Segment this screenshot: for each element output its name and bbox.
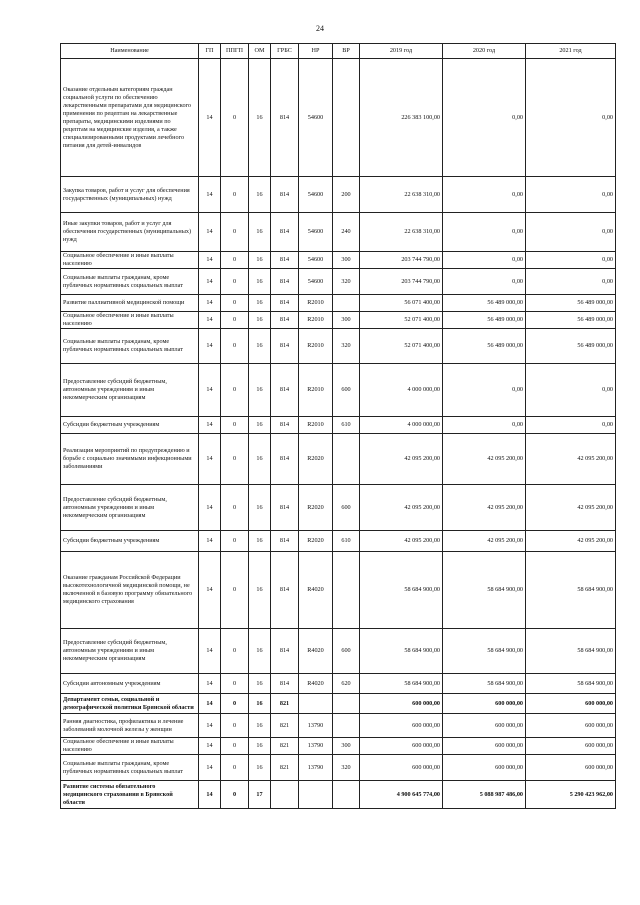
row-om: 16 xyxy=(249,552,271,629)
row-om: 16 xyxy=(249,755,271,781)
row-vr: 620 xyxy=(333,674,360,694)
row-ppgp: 0 xyxy=(221,329,249,364)
row-nr xyxy=(299,781,333,809)
row-ppgp: 0 xyxy=(221,531,249,552)
row-ppgp: 0 xyxy=(221,312,249,329)
row-om: 16 xyxy=(249,177,271,213)
row-grbs: 814 xyxy=(271,552,299,629)
row-name: Субсидии бюджетным учреждениям xyxy=(61,531,199,552)
row-name: Социальные выплаты гражданам, кроме публичных нормативных социальных выплат xyxy=(61,329,199,364)
row-vr: 200 xyxy=(333,177,360,213)
row-2021: 0,00 xyxy=(526,59,616,177)
row-2020: 0,00 xyxy=(443,364,526,417)
row-2019: 4 900 645 774,00 xyxy=(360,781,443,809)
row-nr: R2010 xyxy=(299,417,333,434)
row-vr xyxy=(333,552,360,629)
row-ppgp: 0 xyxy=(221,59,249,177)
row-2021: 600 000,00 xyxy=(526,755,616,781)
row-2019: 226 383 100,00 xyxy=(360,59,443,177)
row-name: Социальные выплаты гражданам, кроме публичных нормативных социальных выплат xyxy=(61,755,199,781)
row-2019: 52 071 400,00 xyxy=(360,329,443,364)
row-vr: 240 xyxy=(333,213,360,252)
row-name: Ранняя диагностика, профилактика и лечение заболеваний молочной железы у женщин xyxy=(61,714,199,738)
row-2019: 58 684 900,00 xyxy=(360,674,443,694)
table-row xyxy=(61,364,616,417)
column-header: ППГП xyxy=(221,44,249,59)
row-2019: 22 638 310,00 xyxy=(360,213,443,252)
row-2019: 600 000,00 xyxy=(360,714,443,738)
row-gp: 14 xyxy=(199,531,221,552)
row-vr: 320 xyxy=(333,755,360,781)
row-2019: 22 638 310,00 xyxy=(360,177,443,213)
row-grbs: 814 xyxy=(271,252,299,269)
column-header: Наименование xyxy=(61,44,199,59)
row-gp: 14 xyxy=(199,59,221,177)
column-header: 2020 год xyxy=(443,44,526,59)
table-row xyxy=(61,552,616,629)
row-2019: 42 095 200,00 xyxy=(360,485,443,531)
row-gp: 14 xyxy=(199,177,221,213)
row-om: 16 xyxy=(249,329,271,364)
row-2021: 600 000,00 xyxy=(526,694,616,714)
row-2021: 58 684 900,00 xyxy=(526,629,616,674)
column-header: 2021 год xyxy=(526,44,616,59)
column-header: ГРБС xyxy=(271,44,299,59)
row-om: 16 xyxy=(249,59,271,177)
row-ppgp: 0 xyxy=(221,674,249,694)
column-header: ОМ xyxy=(249,44,271,59)
row-om: 16 xyxy=(249,485,271,531)
table-row xyxy=(61,629,616,674)
row-grbs: 814 xyxy=(271,485,299,531)
row-grbs: 814 xyxy=(271,269,299,295)
row-name: Развитие системы обязательного медицинского страхования в Брянской области xyxy=(61,781,199,809)
row-2020: 56 489 000,00 xyxy=(443,295,526,312)
row-nr: R4020 xyxy=(299,552,333,629)
row-2021: 56 489 000,00 xyxy=(526,295,616,312)
row-name: Оказание гражданам Российской Федерации высокотехнологичной медицинской помощи, не включенной в базовую программу обязательного медицинского страхования xyxy=(61,552,199,629)
row-ppgp: 0 xyxy=(221,694,249,714)
row-2020: 56 489 000,00 xyxy=(443,312,526,329)
row-2020: 58 684 900,00 xyxy=(443,674,526,694)
row-nr: 13790 xyxy=(299,738,333,755)
row-vr xyxy=(333,694,360,714)
row-vr xyxy=(333,434,360,485)
row-name: Социальное обеспечение и иные выплаты населению xyxy=(61,252,199,269)
row-ppgp: 0 xyxy=(221,213,249,252)
row-om: 16 xyxy=(249,629,271,674)
row-nr: 13790 xyxy=(299,714,333,738)
row-name: Предоставление субсидий бюджетным, автономным учреждениям и иным некоммерческим организациям xyxy=(61,485,199,531)
row-gp: 14 xyxy=(199,434,221,485)
table-row xyxy=(61,738,616,755)
row-gp: 14 xyxy=(199,417,221,434)
row-2021: 0,00 xyxy=(526,177,616,213)
row-ppgp: 0 xyxy=(221,252,249,269)
row-vr xyxy=(333,295,360,312)
table-row xyxy=(61,295,616,312)
row-nr: 54600 xyxy=(299,213,333,252)
row-ppgp: 0 xyxy=(221,552,249,629)
row-vr xyxy=(333,781,360,809)
row-gp: 14 xyxy=(199,329,221,364)
row-nr: R2010 xyxy=(299,295,333,312)
row-gp: 14 xyxy=(199,252,221,269)
row-nr: R4020 xyxy=(299,629,333,674)
row-2020: 0,00 xyxy=(443,269,526,295)
row-2020: 0,00 xyxy=(443,177,526,213)
row-om: 16 xyxy=(249,213,271,252)
row-gp: 14 xyxy=(199,738,221,755)
row-grbs: 814 xyxy=(271,295,299,312)
row-2021: 0,00 xyxy=(526,417,616,434)
row-ppgp: 0 xyxy=(221,485,249,531)
row-vr: 600 xyxy=(333,629,360,674)
row-om: 16 xyxy=(249,312,271,329)
table-row xyxy=(61,269,616,295)
row-ppgp: 0 xyxy=(221,295,249,312)
row-om: 16 xyxy=(249,269,271,295)
row-vr: 320 xyxy=(333,329,360,364)
row-grbs: 821 xyxy=(271,694,299,714)
row-grbs: 814 xyxy=(271,531,299,552)
table-row xyxy=(61,177,616,213)
row-gp: 14 xyxy=(199,629,221,674)
row-2019: 600 000,00 xyxy=(360,694,443,714)
row-2019: 42 095 200,00 xyxy=(360,434,443,485)
row-2019: 203 744 790,00 xyxy=(360,252,443,269)
row-gp: 14 xyxy=(199,714,221,738)
table-row xyxy=(61,434,616,485)
row-grbs: 814 xyxy=(271,59,299,177)
row-2019: 52 071 400,00 xyxy=(360,312,443,329)
row-name: Департамент семьи, социальной и демографической политики Брянской области xyxy=(61,694,199,714)
row-2019: 56 071 400,00 xyxy=(360,295,443,312)
column-header: 2019 год xyxy=(360,44,443,59)
row-2019: 4 000 000,00 xyxy=(360,417,443,434)
row-nr: 54600 xyxy=(299,177,333,213)
row-vr: 600 xyxy=(333,364,360,417)
row-nr: R2010 xyxy=(299,329,333,364)
row-2019: 58 684 900,00 xyxy=(360,629,443,674)
row-nr xyxy=(299,694,333,714)
row-name: Субсидии автономным учреждениям xyxy=(61,674,199,694)
row-2021: 56 489 000,00 xyxy=(526,329,616,364)
row-om: 17 xyxy=(249,781,271,809)
row-ppgp: 0 xyxy=(221,434,249,485)
row-om: 16 xyxy=(249,417,271,434)
row-gp: 14 xyxy=(199,295,221,312)
row-nr: 54600 xyxy=(299,59,333,177)
row-2020: 5 088 987 486,00 xyxy=(443,781,526,809)
table-header xyxy=(61,44,616,59)
row-gp: 14 xyxy=(199,485,221,531)
row-om: 16 xyxy=(249,252,271,269)
table-row xyxy=(61,59,616,177)
row-name: Закупка товаров, работ и услуг для обеспечения государственных (муниципальных) нужд xyxy=(61,177,199,213)
row-vr: 320 xyxy=(333,269,360,295)
table-row xyxy=(61,417,616,434)
column-header: ВР xyxy=(333,44,360,59)
row-2021: 5 290 423 962,00 xyxy=(526,781,616,809)
row-2020: 600 000,00 xyxy=(443,755,526,781)
table-row xyxy=(61,694,616,714)
row-ppgp: 0 xyxy=(221,755,249,781)
row-vr: 600 xyxy=(333,485,360,531)
row-grbs: 814 xyxy=(271,329,299,364)
table-row xyxy=(61,213,616,252)
row-name: Иные закупки товаров, работ и услуг для обеспечения государственных (муниципальных) нужд xyxy=(61,213,199,252)
row-2019: 600 000,00 xyxy=(360,755,443,781)
row-ppgp: 0 xyxy=(221,629,249,674)
row-name: Предоставление субсидий бюджетным, автономным учреждениям и иным некоммерческим организациям xyxy=(61,629,199,674)
row-grbs: 821 xyxy=(271,738,299,755)
row-2019: 42 095 200,00 xyxy=(360,531,443,552)
table-row xyxy=(61,252,616,269)
row-2020: 0,00 xyxy=(443,213,526,252)
row-om: 16 xyxy=(249,364,271,417)
row-gp: 14 xyxy=(199,755,221,781)
row-grbs: 814 xyxy=(271,629,299,674)
table-row xyxy=(61,781,616,809)
row-ppgp: 0 xyxy=(221,738,249,755)
row-2019: 600 000,00 xyxy=(360,738,443,755)
row-nr: 13790 xyxy=(299,755,333,781)
row-vr: 610 xyxy=(333,417,360,434)
row-om: 16 xyxy=(249,714,271,738)
row-2021: 58 684 900,00 xyxy=(526,674,616,694)
row-2020: 600 000,00 xyxy=(443,714,526,738)
row-nr: 54600 xyxy=(299,269,333,295)
row-vr xyxy=(333,59,360,177)
row-grbs: 821 xyxy=(271,714,299,738)
row-2021: 0,00 xyxy=(526,252,616,269)
row-vr: 300 xyxy=(333,312,360,329)
row-nr: R4020 xyxy=(299,674,333,694)
table-row xyxy=(61,531,616,552)
row-2020: 58 684 900,00 xyxy=(443,552,526,629)
row-gp: 14 xyxy=(199,674,221,694)
row-2020: 42 095 200,00 xyxy=(443,434,526,485)
row-2021: 0,00 xyxy=(526,213,616,252)
row-gp: 14 xyxy=(199,269,221,295)
row-2019: 4 000 000,00 xyxy=(360,364,443,417)
row-2019: 203 744 790,00 xyxy=(360,269,443,295)
row-2020: 42 095 200,00 xyxy=(443,531,526,552)
row-name: Предоставление субсидий бюджетным, автономным учреждениям и иным некоммерческим организациям xyxy=(61,364,199,417)
row-nr: R2020 xyxy=(299,434,333,485)
table-row xyxy=(61,329,616,364)
row-ppgp: 0 xyxy=(221,364,249,417)
row-grbs: 814 xyxy=(271,674,299,694)
row-om: 16 xyxy=(249,531,271,552)
row-ppgp: 0 xyxy=(221,714,249,738)
table-row xyxy=(61,674,616,694)
row-nr: R2020 xyxy=(299,485,333,531)
row-nr: 54600 xyxy=(299,252,333,269)
row-ppgp: 0 xyxy=(221,417,249,434)
row-ppgp: 0 xyxy=(221,269,249,295)
row-2021: 0,00 xyxy=(526,269,616,295)
column-header: ГП xyxy=(199,44,221,59)
row-vr: 300 xyxy=(333,738,360,755)
row-vr: 300 xyxy=(333,252,360,269)
row-grbs xyxy=(271,781,299,809)
row-2021: 58 684 900,00 xyxy=(526,552,616,629)
row-om: 16 xyxy=(249,295,271,312)
row-name: Социальное обеспечение и иные выплаты населению xyxy=(61,312,199,329)
row-gp: 14 xyxy=(199,781,221,809)
row-2021: 600 000,00 xyxy=(526,714,616,738)
row-2020: 0,00 xyxy=(443,252,526,269)
row-2020: 42 095 200,00 xyxy=(443,485,526,531)
row-name: Субсидии бюджетным учреждениям xyxy=(61,417,199,434)
page-number: 24 xyxy=(316,24,324,33)
row-grbs: 814 xyxy=(271,213,299,252)
row-gp: 14 xyxy=(199,312,221,329)
row-grbs: 814 xyxy=(271,417,299,434)
row-2021: 56 489 000,00 xyxy=(526,312,616,329)
row-ppgp: 0 xyxy=(221,781,249,809)
row-2021: 42 095 200,00 xyxy=(526,531,616,552)
row-name: Социальные выплаты гражданам, кроме публичных нормативных социальных выплат xyxy=(61,269,199,295)
row-2021: 42 095 200,00 xyxy=(526,485,616,531)
row-grbs: 814 xyxy=(271,177,299,213)
row-gp: 14 xyxy=(199,213,221,252)
row-gp: 14 xyxy=(199,552,221,629)
row-2020: 600 000,00 xyxy=(443,738,526,755)
row-2020: 56 489 000,00 xyxy=(443,329,526,364)
row-name: Социальное обеспечение и иные выплаты населению xyxy=(61,738,199,755)
budget-table xyxy=(60,43,616,809)
table-row xyxy=(61,485,616,531)
row-nr: R2010 xyxy=(299,364,333,417)
row-2020: 600 000,00 xyxy=(443,694,526,714)
row-om: 16 xyxy=(249,738,271,755)
row-grbs: 814 xyxy=(271,364,299,417)
row-gp: 14 xyxy=(199,694,221,714)
table-row xyxy=(61,714,616,738)
row-2020: 0,00 xyxy=(443,59,526,177)
row-nr: R2010 xyxy=(299,312,333,329)
row-name: Развитие паллиативной медицинской помощи xyxy=(61,295,199,312)
table-row xyxy=(61,312,616,329)
row-name: Реализация мероприятий по предупреждению и борьбе с социально значимыми инфекционными заболеваниями xyxy=(61,434,199,485)
row-grbs: 814 xyxy=(271,434,299,485)
row-2020: 0,00 xyxy=(443,417,526,434)
row-2020: 58 684 900,00 xyxy=(443,629,526,674)
row-om: 16 xyxy=(249,674,271,694)
row-2021: 42 095 200,00 xyxy=(526,434,616,485)
row-2021: 600 000,00 xyxy=(526,738,616,755)
row-grbs: 814 xyxy=(271,312,299,329)
row-vr: 610 xyxy=(333,531,360,552)
row-gp: 14 xyxy=(199,364,221,417)
row-name: Оказание отдельным категориям граждан социальной услуги по обеспечению лекарственными препаратами для медицинского применения по рецептам на лекарственные препараты, медицинскими изделиями по рецептам на медицинские изделия, а также специализированными продуктами лечебного питания для детей-инвалидов xyxy=(61,59,199,177)
row-ppgp: 0 xyxy=(221,177,249,213)
row-om: 16 xyxy=(249,694,271,714)
row-nr: R2020 xyxy=(299,531,333,552)
row-grbs: 821 xyxy=(271,755,299,781)
row-om: 16 xyxy=(249,434,271,485)
table-row xyxy=(61,755,616,781)
row-2021: 0,00 xyxy=(526,364,616,417)
row-vr xyxy=(333,714,360,738)
row-2019: 58 684 900,00 xyxy=(360,552,443,629)
column-header: НР xyxy=(299,44,333,59)
